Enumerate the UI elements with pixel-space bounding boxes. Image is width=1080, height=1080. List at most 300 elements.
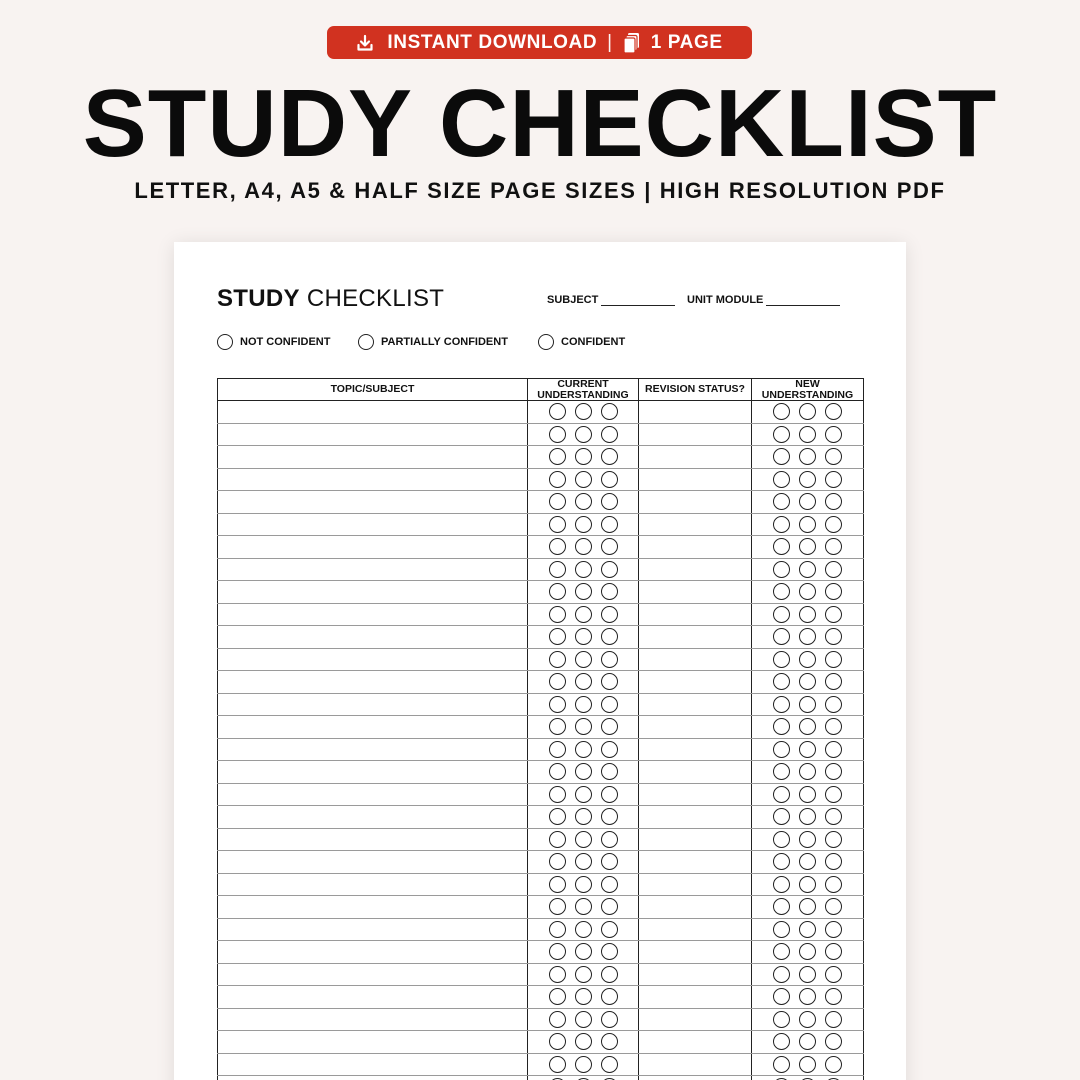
- new-understanding-cell: [752, 401, 864, 424]
- rating-circle-icon: [575, 1033, 592, 1050]
- rating-circle-icon: [799, 786, 816, 803]
- table-row: [218, 828, 864, 851]
- rating-circle-icon: [799, 583, 816, 600]
- new-understanding-cell: [752, 1076, 864, 1080]
- download-icon: [356, 34, 374, 52]
- rating-circle-icon: [825, 606, 842, 623]
- legend-label: PARTIALLY CONFIDENT: [381, 336, 508, 348]
- revision-status-cell: [639, 873, 752, 896]
- rating-circle-icon: [773, 448, 790, 465]
- topic-cell: [218, 603, 528, 626]
- rating-circle-icon: [549, 516, 566, 533]
- new-understanding-cell: [752, 963, 864, 986]
- rating-circle-icon: [799, 943, 816, 960]
- rating-circle-icon: [799, 1033, 816, 1050]
- rating-circle-icon: [549, 808, 566, 825]
- table-row: [218, 491, 864, 514]
- table-row: [218, 468, 864, 491]
- new-understanding-cell: [752, 918, 864, 941]
- revision-status-cell: [639, 446, 752, 469]
- revision-status-cell: [639, 851, 752, 874]
- new-understanding-cell: [752, 761, 864, 784]
- rating-circle-icon: [773, 606, 790, 623]
- rating-circle-icon: [549, 876, 566, 893]
- new-understanding-cell: [752, 491, 864, 514]
- rating-circle-icon: [825, 1011, 842, 1028]
- rating-circle-icon: [773, 1056, 790, 1073]
- new-understanding-cell: [752, 468, 864, 491]
- new-understanding-cell: [752, 648, 864, 671]
- revision-status-cell: [639, 468, 752, 491]
- rating-circle-icon: [825, 516, 842, 533]
- rating-circle-icon: [773, 516, 790, 533]
- revision-status-cell: [639, 626, 752, 649]
- revision-status-cell: [639, 896, 752, 919]
- rating-circle-icon: [825, 426, 842, 443]
- rating-circle-icon: [773, 1011, 790, 1028]
- rating-circle-icon: [575, 831, 592, 848]
- new-understanding-cell: [752, 558, 864, 581]
- rating-circle-icon: [773, 943, 790, 960]
- rating-circle-icon: [825, 583, 842, 600]
- revision-status-cell: [639, 986, 752, 1009]
- table-row: [218, 738, 864, 761]
- revision-status-cell: [639, 828, 752, 851]
- current-understanding-cell: [528, 873, 639, 896]
- rating-circle-icon: [601, 718, 618, 735]
- new-understanding-cell: [752, 851, 864, 874]
- topic-cell: [218, 491, 528, 514]
- rating-circle-icon: [825, 718, 842, 735]
- rating-circle-icon: [773, 561, 790, 578]
- current-understanding-cell: [528, 581, 639, 604]
- rating-circle-icon: [601, 921, 618, 938]
- table-row: [218, 423, 864, 446]
- new-understanding-cell: [752, 941, 864, 964]
- rating-circle-icon: [799, 561, 816, 578]
- rating-circle-icon: [549, 561, 566, 578]
- table-body: [218, 401, 864, 1080]
- subject-label: SUBJECT: [547, 294, 599, 306]
- rating-circle-icon: [575, 943, 592, 960]
- revision-status-cell: [639, 1031, 752, 1054]
- rating-circle-icon: [575, 448, 592, 465]
- table-row: [218, 693, 864, 716]
- rating-circle-icon: [549, 966, 566, 983]
- topic-cell: [218, 671, 528, 694]
- rating-circle-icon: [825, 538, 842, 555]
- new-understanding-cell: [752, 806, 864, 829]
- rating-circle-icon: [825, 1033, 842, 1050]
- rating-circle-icon: [575, 538, 592, 555]
- rating-circle-icon: [549, 493, 566, 510]
- rating-circle-icon: [799, 741, 816, 758]
- current-understanding-cell: [528, 603, 639, 626]
- rating-circle-icon: [549, 673, 566, 690]
- topic-cell: [218, 468, 528, 491]
- legend-not-confident: [217, 334, 330, 350]
- header-new-understanding: NEW UNDERSTANDING: [752, 379, 864, 401]
- current-understanding-cell: [528, 1076, 639, 1080]
- topic-cell: [218, 941, 528, 964]
- table-row: [218, 581, 864, 604]
- rating-circle-icon: [601, 583, 618, 600]
- rating-circle-icon: [601, 786, 618, 803]
- revision-status-cell: [639, 491, 752, 514]
- rating-circle-icon: [575, 808, 592, 825]
- new-understanding-cell: [752, 716, 864, 739]
- pages-icon: [623, 32, 641, 54]
- topic-cell: [218, 896, 528, 919]
- new-understanding-cell: [752, 626, 864, 649]
- topic-cell: [218, 1053, 528, 1076]
- table-row: [218, 626, 864, 649]
- rating-circle-icon: [773, 718, 790, 735]
- current-understanding-cell: [528, 783, 639, 806]
- rating-circle-icon: [601, 426, 618, 443]
- download-label: INSTANT DOWNLOAD: [387, 31, 598, 53]
- rating-circle-icon: [773, 966, 790, 983]
- topic-cell: [218, 716, 528, 739]
- new-understanding-cell: [752, 423, 864, 446]
- rating-circle-icon: [601, 966, 618, 983]
- rating-circle-icon: [825, 921, 842, 938]
- rating-circle-icon: [825, 471, 842, 488]
- main-title: STUDY CHECKLIST: [82, 70, 998, 177]
- rating-circle-icon: [825, 786, 842, 803]
- rating-circle-icon: [825, 673, 842, 690]
- rating-circle-icon: [773, 651, 790, 668]
- revision-status-cell: [639, 941, 752, 964]
- rating-circle-icon: [799, 448, 816, 465]
- new-understanding-cell: [752, 1053, 864, 1076]
- topic-cell: [218, 738, 528, 761]
- rating-circle-icon: [575, 763, 592, 780]
- rating-circle-icon: [773, 898, 790, 915]
- rating-circle-icon: [575, 583, 592, 600]
- rating-circle-icon: [799, 628, 816, 645]
- rating-circle-icon: [773, 876, 790, 893]
- rating-circle-icon: [549, 718, 566, 735]
- rating-circle-icon: [549, 1011, 566, 1028]
- rating-circle-icon: [549, 786, 566, 803]
- rating-circle-icon: [575, 988, 592, 1005]
- table-row: [218, 918, 864, 941]
- rating-circle-icon: [549, 988, 566, 1005]
- rating-circle-icon: [601, 808, 618, 825]
- revision-status-cell: [639, 1053, 752, 1076]
- topic-cell: [218, 963, 528, 986]
- current-understanding-cell: [528, 626, 639, 649]
- unit-module-field: [687, 294, 840, 306]
- rating-circle-icon: [575, 1011, 592, 1028]
- page-size-subtitle: LETTER, A4, A5 & HALF SIZE PAGE SIZES | HIGH RESOLUTION PDF: [134, 178, 946, 203]
- topic-cell: [218, 648, 528, 671]
- revision-status-cell: [639, 1008, 752, 1031]
- table-row: [218, 761, 864, 784]
- revision-status-cell: [639, 558, 752, 581]
- current-understanding-cell: [528, 851, 639, 874]
- revision-status-cell: [639, 671, 752, 694]
- rating-circle-icon: [799, 471, 816, 488]
- rating-circle-icon: [825, 966, 842, 983]
- new-understanding-cell: [752, 603, 864, 626]
- sheet-title-regular: CHECKLIST: [306, 285, 445, 312]
- subject-field: [547, 294, 675, 306]
- topic-cell: [218, 423, 528, 446]
- rating-circle-icon: [575, 471, 592, 488]
- rating-circle-icon: [575, 966, 592, 983]
- rating-circle-icon: [773, 763, 790, 780]
- table-row: [218, 806, 864, 829]
- rating-circle-icon: [799, 538, 816, 555]
- current-understanding-cell: [528, 671, 639, 694]
- current-understanding-cell: [528, 963, 639, 986]
- sheet-title-bold: STUDY: [217, 285, 300, 312]
- revision-status-cell: [639, 401, 752, 424]
- rating-circle-icon: [575, 876, 592, 893]
- rating-circle-icon: [575, 898, 592, 915]
- revision-status-cell: [639, 693, 752, 716]
- new-understanding-cell: [752, 1008, 864, 1031]
- badge-separator: |: [607, 31, 613, 53]
- topic-cell: [218, 1031, 528, 1054]
- rating-circle-icon: [799, 966, 816, 983]
- rating-circle-icon: [549, 741, 566, 758]
- table-row: [218, 1031, 864, 1054]
- table-row: [218, 986, 864, 1009]
- table-row: [218, 873, 864, 896]
- rating-circle-icon: [549, 853, 566, 870]
- topic-cell: [218, 626, 528, 649]
- revision-status-cell: [639, 716, 752, 739]
- rating-circle-icon: [773, 583, 790, 600]
- current-understanding-cell: [528, 1053, 639, 1076]
- topic-cell: [218, 581, 528, 604]
- table-row: [218, 401, 864, 424]
- new-understanding-cell: [752, 693, 864, 716]
- current-understanding-cell: [528, 806, 639, 829]
- table-row: [218, 603, 864, 626]
- rating-circle-icon: [575, 516, 592, 533]
- revision-status-cell: [639, 513, 752, 536]
- rating-circle-icon: [575, 403, 592, 420]
- topic-cell: [218, 513, 528, 536]
- subject-blank-line: [601, 295, 675, 306]
- pages-label: 1 PAGE: [650, 31, 723, 53]
- checklist-sheet-preview: [174, 242, 906, 1080]
- rating-circle-icon: [825, 741, 842, 758]
- table-row: [218, 558, 864, 581]
- rating-circle-icon: [799, 808, 816, 825]
- current-understanding-cell: [528, 761, 639, 784]
- rating-circle-icon: [549, 763, 566, 780]
- header-current-understanding: CURRENT UNDERSTANDING: [528, 379, 639, 401]
- rating-circle-icon: [799, 763, 816, 780]
- topic-cell: [218, 1076, 528, 1080]
- rating-circle-icon: [601, 561, 618, 578]
- current-understanding-cell: [528, 896, 639, 919]
- rating-circle-icon: [549, 538, 566, 555]
- rating-circle-icon: [601, 741, 618, 758]
- rating-circle-icon: [601, 763, 618, 780]
- instant-download-badge: [327, 26, 752, 59]
- topic-cell: [218, 783, 528, 806]
- rating-circle-icon: [825, 561, 842, 578]
- rating-circle-icon: [825, 628, 842, 645]
- rating-circle-icon: [575, 628, 592, 645]
- rating-circle-icon: [575, 718, 592, 735]
- revision-status-cell: [639, 738, 752, 761]
- table-row: [218, 1053, 864, 1076]
- rating-circle-icon: [601, 628, 618, 645]
- rating-circle-icon: [549, 628, 566, 645]
- legend-circle-icon: [217, 334, 233, 350]
- table-row: [218, 851, 864, 874]
- rating-circle-icon: [575, 786, 592, 803]
- rating-circle-icon: [601, 651, 618, 668]
- rating-circle-icon: [575, 493, 592, 510]
- rating-circle-icon: [773, 538, 790, 555]
- current-understanding-cell: [528, 738, 639, 761]
- rating-circle-icon: [601, 853, 618, 870]
- topic-cell: [218, 558, 528, 581]
- new-understanding-cell: [752, 1031, 864, 1054]
- table-row: [218, 513, 864, 536]
- sheet-title: [217, 285, 444, 313]
- rating-circle-icon: [825, 943, 842, 960]
- current-understanding-cell: [528, 648, 639, 671]
- rating-circle-icon: [601, 696, 618, 713]
- table-row: [218, 1076, 864, 1080]
- current-understanding-cell: [528, 828, 639, 851]
- rating-circle-icon: [825, 808, 842, 825]
- rating-circle-icon: [825, 403, 842, 420]
- unit-module-label: UNIT MODULE: [687, 294, 764, 306]
- rating-circle-icon: [601, 471, 618, 488]
- rating-circle-icon: [773, 741, 790, 758]
- rating-circle-icon: [799, 853, 816, 870]
- rating-circle-icon: [799, 516, 816, 533]
- current-understanding-cell: [528, 513, 639, 536]
- rating-circle-icon: [549, 1033, 566, 1050]
- current-understanding-cell: [528, 918, 639, 941]
- topic-cell: [218, 446, 528, 469]
- current-understanding-cell: [528, 693, 639, 716]
- rating-circle-icon: [549, 426, 566, 443]
- topic-cell: [218, 806, 528, 829]
- rating-circle-icon: [601, 876, 618, 893]
- revision-status-cell: [639, 918, 752, 941]
- rating-circle-icon: [773, 853, 790, 870]
- rating-circle-icon: [773, 696, 790, 713]
- rating-circle-icon: [575, 696, 592, 713]
- revision-status-cell: [639, 581, 752, 604]
- rating-circle-icon: [773, 786, 790, 803]
- rating-circle-icon: [601, 1056, 618, 1073]
- rating-circle-icon: [601, 831, 618, 848]
- rating-circle-icon: [825, 1056, 842, 1073]
- new-understanding-cell: [752, 536, 864, 559]
- current-understanding-cell: [528, 446, 639, 469]
- rating-circle-icon: [773, 988, 790, 1005]
- rating-circle-icon: [549, 696, 566, 713]
- revision-status-cell: [639, 761, 752, 784]
- rating-circle-icon: [601, 988, 618, 1005]
- table-row: [218, 1008, 864, 1031]
- rating-circle-icon: [799, 696, 816, 713]
- rating-circle-icon: [549, 921, 566, 938]
- rating-circle-icon: [799, 493, 816, 510]
- rating-circle-icon: [601, 448, 618, 465]
- revision-status-cell: [639, 783, 752, 806]
- rating-circle-icon: [549, 943, 566, 960]
- new-understanding-cell: [752, 828, 864, 851]
- rating-circle-icon: [601, 1033, 618, 1050]
- rating-circle-icon: [549, 651, 566, 668]
- legend-confident: [538, 334, 625, 350]
- revision-status-cell: [639, 1076, 752, 1080]
- rating-circle-icon: [601, 538, 618, 555]
- rating-circle-icon: [575, 1056, 592, 1073]
- rating-circle-icon: [799, 718, 816, 735]
- table-row: [218, 446, 864, 469]
- rating-circle-icon: [773, 1033, 790, 1050]
- rating-circle-icon: [825, 988, 842, 1005]
- rating-circle-icon: [575, 426, 592, 443]
- unit-module-blank-line: [766, 295, 840, 306]
- topic-cell: [218, 918, 528, 941]
- new-understanding-cell: [752, 581, 864, 604]
- rating-circle-icon: [825, 831, 842, 848]
- rating-circle-icon: [575, 606, 592, 623]
- revision-status-cell: [639, 423, 752, 446]
- topic-cell: [218, 873, 528, 896]
- rating-circle-icon: [799, 898, 816, 915]
- current-understanding-cell: [528, 423, 639, 446]
- rating-circle-icon: [799, 426, 816, 443]
- new-understanding-cell: [752, 873, 864, 896]
- topic-cell: [218, 761, 528, 784]
- table-row: [218, 963, 864, 986]
- header-revision-status: REVISION STATUS?: [639, 379, 752, 401]
- rating-circle-icon: [549, 448, 566, 465]
- rating-circle-icon: [799, 1056, 816, 1073]
- rating-circle-icon: [601, 493, 618, 510]
- table-row: [218, 716, 864, 739]
- revision-status-cell: [639, 603, 752, 626]
- table-row: [218, 671, 864, 694]
- current-understanding-cell: [528, 401, 639, 424]
- rating-circle-icon: [773, 628, 790, 645]
- current-understanding-cell: [528, 468, 639, 491]
- rating-circle-icon: [799, 1011, 816, 1028]
- legend-circle-icon: [538, 334, 554, 350]
- header-topic-subject: TOPIC/SUBJECT: [218, 379, 528, 401]
- rating-circle-icon: [549, 583, 566, 600]
- rating-circle-icon: [601, 898, 618, 915]
- topic-cell: [218, 986, 528, 1009]
- legend-circle-icon: [358, 334, 374, 350]
- rating-circle-icon: [825, 763, 842, 780]
- current-understanding-cell: [528, 491, 639, 514]
- revision-status-cell: [639, 536, 752, 559]
- rating-circle-icon: [575, 561, 592, 578]
- table-row: [218, 536, 864, 559]
- revision-status-cell: [639, 648, 752, 671]
- rating-circle-icon: [825, 651, 842, 668]
- current-understanding-cell: [528, 941, 639, 964]
